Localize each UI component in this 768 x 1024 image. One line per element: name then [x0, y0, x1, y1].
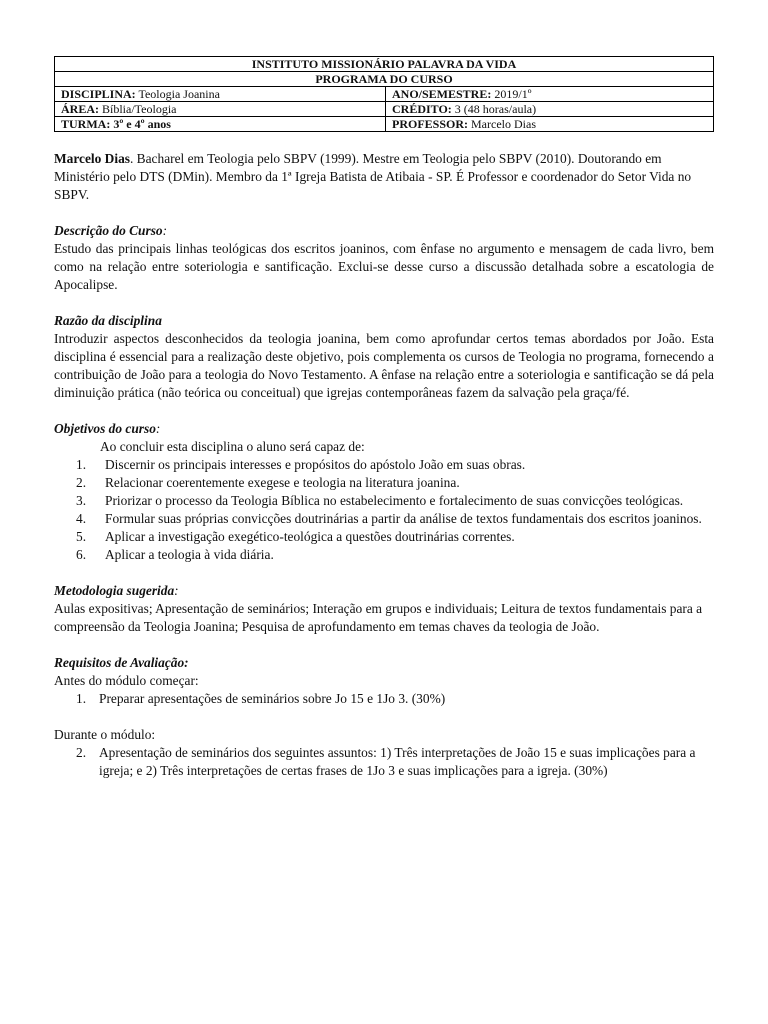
discipline-value: Teologia Joanina [135, 87, 220, 101]
objective-item [54, 456, 714, 474]
course-description-text: Estudo das principais linhas teológicas dos escritos joaninos, com ênfase no argumento e mensagem de cada livro, bem como na relação entre soteriologia e santificação. Exclui-se desse curso a discussão detalhada sobre a escatologia de Apocalipse. [54, 241, 714, 292]
course-description-heading [54, 222, 714, 240]
evaluation-during-label: Durante o módulo: [54, 727, 156, 742]
course-description-title: Descrição do Curso [54, 223, 163, 238]
professor-name: Marcelo Dias [54, 151, 130, 166]
objectives-intro: Ao concluir esta disciplina o aluno será capaz de: [100, 439, 365, 454]
objective-number: 4. [76, 511, 87, 526]
objectives-heading [54, 420, 714, 438]
objective-text: Discernir os principais interesses e propósitos do apóstolo João em suas obras. [105, 457, 526, 472]
objective-text: Aplicar a investigação exegético-teológica a questões doutrinárias correntes. [105, 529, 515, 544]
semester-value: 2019/1º [491, 87, 532, 101]
class-cell [55, 117, 386, 132]
rationale-heading: Razão da disciplina [54, 313, 162, 328]
institute-name: INSTITUTO MISSIONÁRIO PALAVRA DA VIDA [55, 57, 714, 72]
course-description-colon: : [162, 223, 168, 238]
objective-item [54, 546, 714, 564]
objective-number: 3. [76, 493, 87, 508]
class-label: TURMA: 3º e 4º anos [61, 117, 171, 131]
evaluation-before-list [54, 690, 714, 708]
course-header-table [54, 56, 714, 132]
evaluation-item-number: 2. [76, 745, 87, 760]
document-page [54, 56, 714, 780]
area-cell [55, 102, 386, 117]
evaluation-item-text: Preparar apresentações de seminários sobre Jo 15 e 1Jo 3. (30%) [99, 691, 446, 706]
objectives-list [54, 456, 714, 564]
objective-text: Aplicar a teologia à vida diária. [105, 547, 274, 562]
professor-bio [54, 150, 714, 204]
credit-label: CRÉDITO: [392, 102, 452, 116]
objective-item [54, 492, 714, 510]
evaluation-heading: Requisitos de Avaliação: [54, 655, 189, 670]
area-value: Bíblia/Teologia [99, 102, 177, 116]
objective-item [54, 474, 714, 492]
semester-label: ANO/SEMESTRE: [392, 87, 492, 101]
objectives-title: Objetivos do curso [54, 421, 156, 436]
methodology-title: Metodologia sugerida [54, 583, 175, 598]
objective-item [54, 528, 714, 546]
evaluation-before-label: Antes do módulo começar: [54, 673, 199, 688]
discipline-cell [55, 87, 386, 102]
objective-text: Formular suas próprias convicções doutrinárias a partir da análise de textos fundamentais dos escritos joaninos. [105, 511, 702, 526]
methodology-heading [54, 582, 714, 600]
evaluation-item-text: Apresentação de seminários dos seguintes assuntos: 1) Três interpretações de João 15 e suas implicações para a igreja; e 2) Três interpretações de certas frases de 1Jo 3 e suas implicações para a igreja. (30%) [99, 745, 696, 778]
objective-text: Relacionar coerentemente exegese e teologia na literatura joanina. [105, 475, 460, 490]
semester-cell [386, 87, 714, 102]
credit-cell [386, 102, 714, 117]
professor-bio-text: . Bacharel em Teologia pelo SBPV (1999). Mestre em Teologia pelo SBPV (2010). Doutorando em Ministério pelo DTS (DMin). Membro da 1ª Igreja Batista de Atibaia - SP. É Professor e coordenador do Setor Vida no SBPV. [54, 151, 692, 202]
credit-value: 3 (48 horas/aula) [451, 102, 537, 116]
program-title: PROGRAMA DO CURSO [55, 72, 714, 87]
objective-number: 2. [76, 475, 87, 490]
evaluation-item-number: 1. [76, 691, 87, 706]
objective-number: 6. [76, 547, 87, 562]
professor-value: Marcelo Dias [468, 117, 536, 131]
methodology-colon: : [174, 583, 179, 598]
objective-number: 5. [76, 529, 87, 544]
evaluation-during-list [54, 744, 714, 780]
objective-item [54, 510, 714, 528]
objective-text: Priorizar o processo da Teologia Bíblica no estabelecimento e fortalecimento de suas convicções teológicas. [105, 493, 684, 508]
discipline-label: DISCIPLINA: [61, 87, 136, 101]
professor-cell [386, 117, 714, 132]
area-label: ÁREA: [61, 102, 99, 116]
objectives-colon: : [155, 421, 161, 436]
professor-label: PROFESSOR: [392, 117, 469, 131]
methodology-text: Aulas expositivas; Apresentação de seminários; Interação em grupos e individuais; Leitura de textos fundamentais para a compreensão da Teologia Joanina; Pesquisa de aprofundamento em temas chaves da teologia de João. [54, 601, 703, 634]
rationale-text: Introduzir aspectos desconhecidos da teologia joanina, bem como aprofundar certos temas abordados por João. Esta disciplina é essencial para a realização deste objetivo, pois complementa os cursos de Teologia no programa, fornecendo a contribuição de João para a teologia do Novo Testamento. A ênfase na relação entre a soteriologia e santificação se dá pela diminuição prática (não teórica ou conceitual) que igrejas contemporâneas fazem da salvação pela graça/fé. [54, 331, 714, 400]
objective-number: 1. [76, 457, 87, 472]
evaluation-item [54, 744, 714, 780]
evaluation-item [54, 690, 714, 708]
